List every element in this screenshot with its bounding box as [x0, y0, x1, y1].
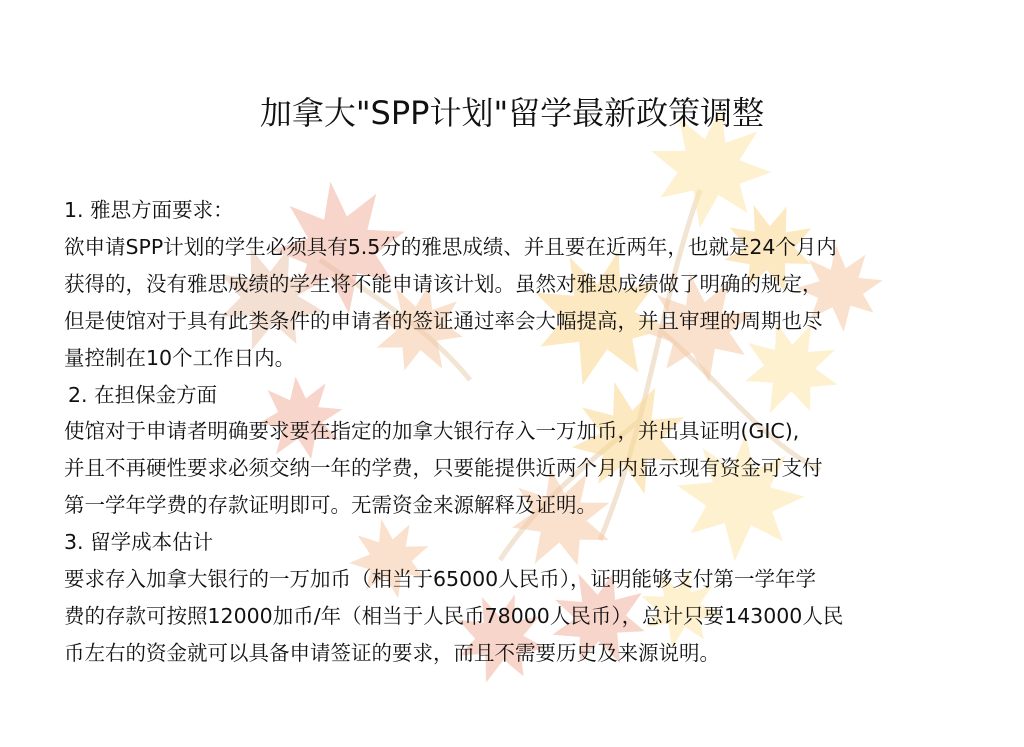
- paragraph-line: 费的存款可按照12000加币/年（相当于人民币78000人民币），总计只要143000人民: [64, 603, 844, 628]
- paragraph-line: 要求存入加拿大银行的一万加币（相当于65000人民币），证明能够支付第一学年学: [64, 567, 816, 592]
- paragraph-line: 并且不再硬性要求必须交纳一年的学费，只要能提供近两个月内显示现有资金可支付: [64, 456, 823, 481]
- paragraph-line: 欲申请SPP计划的学生必须具有5.5分的雅思成绩、并且要在近两年，也就是24个月内: [64, 234, 837, 259]
- page-title: 加拿大"SPP计划"留学最新政策调整: [259, 94, 765, 132]
- heading-cost: 3. 留学成本估计: [64, 530, 214, 555]
- paragraph-line: 但是使馆对于具有此类条件的申请者的签证通过率会大幅提高，并且审理的周期也尽: [64, 308, 823, 333]
- paragraph-line: 第一学年学费的存款证明即可。无需资金来源解释及证明。: [64, 493, 597, 518]
- body-text: [64, 192, 974, 672]
- paragraph-line: 量控制在10个工作日内。: [64, 345, 296, 370]
- heading-ielts: 1. 雅思方面要求：: [64, 198, 234, 222]
- paragraph-line: 使馆对于申请者明确要求要在指定的加拿大银行存入一万加币，并出具证明(GIC),: [64, 419, 800, 444]
- heading-guarantee: 2. 在担保金方面: [68, 382, 218, 407]
- paragraph-line: 获得的，没有雅思成绩的学生将不能申请该计划。虽然对雅思成绩做了明确的规定，: [64, 271, 823, 296]
- paragraph-line: 币左右的资金就可以具备申请签证的要求，而且不需要历史及来源说明。: [64, 640, 720, 665]
